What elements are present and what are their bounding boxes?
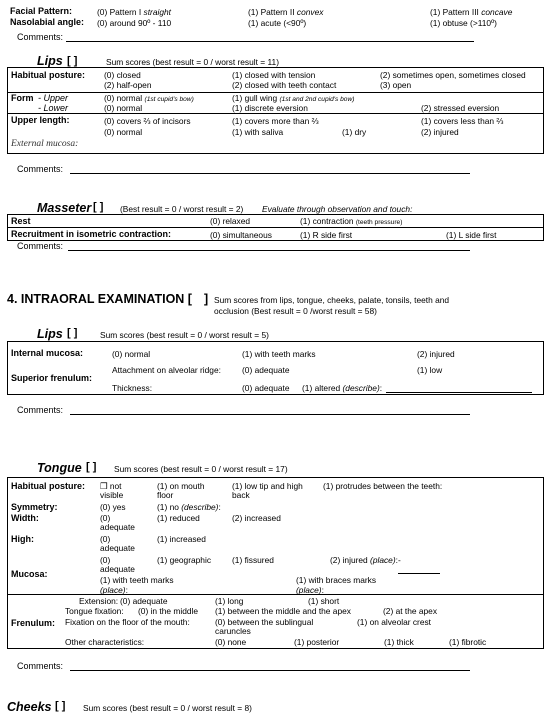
tongue-mucosa-opt[interactable]: (1) fissured — [232, 555, 274, 565]
masseter-rest-opt[interactable]: (0) relaxed — [210, 216, 251, 226]
lips-comments-field[interactable] — [70, 173, 470, 174]
lips-mucosa-opt[interactable]: (1) dry — [342, 127, 367, 137]
thickness-describe-field[interactable] — [386, 392, 532, 393]
tongue-width-label: Width: — [11, 513, 39, 523]
tongue-high-opt[interactable]: (0) — [100, 534, 111, 544]
fixation-opt[interactable]: (0) in the middle — [138, 606, 199, 616]
tongue-habitual-opt-cont: back — [232, 490, 250, 500]
lips-internal-scores: Sum scores (best result = 0 / worst result = 5) — [100, 330, 269, 340]
extension-label: Extension: — [79, 596, 119, 606]
lips-comments-label: Comments: — [17, 164, 64, 174]
tongue-mucosa-opt[interactable]: (2) injured (place):- — [330, 555, 401, 565]
cheeks-title: Cheeks — [7, 700, 52, 714]
intraoral-scores-line2: occlusion (Best result = 0 /worst result = 58) — [214, 306, 377, 316]
tongue-mucosa-opt[interactable]: (0) — [100, 555, 111, 565]
intraoral-score-close[interactable]: ] — [204, 292, 209, 306]
lips-internal-title: Lips — [37, 327, 63, 341]
lips-length-opt[interactable]: (1) covers less than ⅔ — [421, 116, 504, 126]
tongue-habitual-opt[interactable]: (1) on mouth — [157, 481, 205, 491]
tongue-high-opt[interactable]: (1) increased — [157, 534, 206, 544]
tongue-mucosa-place-field[interactable] — [130, 594, 220, 595]
tongue-mucosa-place-field[interactable] — [398, 573, 440, 574]
lips-score-box[interactable]: [ ] — [67, 55, 78, 67]
internal-mucosa-opt[interactable]: (2) injured — [417, 349, 455, 359]
tongue-mucosa-opt-cont: adequate — [100, 564, 135, 574]
lips-length-opt[interactable]: (1) covers more than ⅔ — [232, 116, 319, 126]
tongue-habitual-opt[interactable]: (1) protrudes between the teeth: — [323, 481, 443, 491]
floor-label: Fixation on the floor of the mouth: — [65, 617, 190, 627]
facial-pattern-label: Facial Pattern: — [10, 6, 73, 16]
superior-frenulum-label: Superior frenulum: — [11, 373, 93, 383]
tongue-frenulum-divider — [7, 594, 544, 595]
lips-habitual-opt[interactable]: (2) half-open — [104, 80, 152, 90]
tongue-title: Tongue — [37, 461, 82, 475]
masseter-recruit-label: Recruitment in isometric contraction: — [11, 229, 172, 239]
tongue-habitual-opt-cont: floor — [157, 490, 174, 500]
masseter-rest-label: Rest — [11, 216, 31, 226]
tongue-width-opt[interactable]: (1) reduced — [157, 513, 200, 523]
tongue-frenulum-label: Frenulum: — [11, 618, 55, 628]
lips-upper-length-label: Upper length: — [11, 115, 70, 125]
other-label: Other characteristics: — [65, 637, 145, 647]
tongue-habitual-label: Habitual posture: — [11, 481, 86, 491]
lips-length-opt[interactable]: (0) covers ⅔ of incisors — [104, 116, 191, 126]
fixation-opt[interactable]: (1) between the middle and the apex — [215, 606, 351, 616]
masseter-recruit-opt[interactable]: (1) L side first — [446, 230, 497, 240]
nasolabial-opt-1[interactable]: (1) acute (<90º) — [248, 18, 307, 28]
lips-form-opt[interactable]: (0) normal — [104, 103, 143, 113]
floor-opt[interactable]: (1) on alveolar crest — [357, 617, 432, 627]
nasolabial-opt-2[interactable]: (1) obtuse (>110º) — [430, 18, 497, 28]
tongue-habitual-opt-cont: visible — [100, 490, 124, 500]
lips-habitual-opt[interactable]: (2) sometimes open, sometimes closed — [380, 70, 526, 80]
floor-opt-cont: caruncles — [215, 626, 251, 636]
lips-form-opt[interactable]: (1) gull wing (1st and 2nd cupid's bow) — [232, 93, 355, 103]
attachment-opt[interactable]: (0) adequate — [242, 365, 290, 375]
masseter-rest-opt[interactable]: (1) contraction (teeth pressure) — [300, 216, 403, 226]
lips-scores: Sum scores (best result = 0 / worst result = 11) — [106, 57, 279, 67]
tongue-habitual-opt[interactable]: ❒ not — [100, 481, 122, 491]
tongue-mucosa-label: Mucosa: — [11, 569, 48, 579]
internal-mucosa-label: Internal mucosa: — [11, 348, 84, 358]
masseter-comments-field[interactable] — [68, 250, 470, 251]
tongue-braces-place-field[interactable] — [326, 594, 424, 595]
masseter-score-box[interactable]: [ ] — [93, 201, 104, 213]
tongue-width-opt[interactable]: (0) — [100, 513, 111, 523]
masseter-comments-label: Comments: — [17, 241, 64, 251]
internal-mucosa-opt[interactable]: (0) normal — [112, 349, 151, 359]
lips-mucosa-opt[interactable]: (1) with saliva — [232, 127, 284, 137]
extension-opt[interactable]: (1) short — [308, 596, 340, 606]
lips-habitual-opt[interactable]: (3) open — [380, 80, 412, 90]
tongue-symmetry-opt[interactable]: (1) no (describe): — [157, 502, 221, 512]
cheeks-scores: Sum scores (best result = 0 / worst result = 8) — [83, 703, 252, 713]
facial-pattern-opt-0[interactable]: (0) Pattern I straight — [97, 7, 172, 17]
tongue-width-opt-cont: adequate — [100, 522, 135, 532]
nasolabial-label: Nasolabial angle: — [10, 17, 85, 27]
external-mucosa-label: External mucosa: — [11, 139, 79, 149]
tongue-high-label: High: — [11, 534, 34, 544]
cheeks-score-box[interactable]: [ ] — [55, 700, 66, 712]
lips-form-opt[interactable]: (1) discrete eversion — [232, 103, 308, 113]
thickness-opt[interactable]: (0) adequate — [242, 383, 290, 393]
tongue-symmetry-label: Symmetry: — [11, 502, 58, 512]
facial-comments-label: Comments: — [17, 32, 64, 42]
facial-comments-field[interactable] — [66, 41, 474, 42]
facial-pattern-opt-1[interactable]: (1) Pattern II convex — [248, 7, 324, 17]
attachment-opt[interactable]: (1) low — [417, 365, 443, 375]
attachment-label: Attachment on alveolar ridge: — [112, 365, 221, 375]
lips-internal-score-box[interactable]: [ ] — [67, 327, 78, 339]
other-opt[interactable]: (1) posterior — [294, 637, 340, 647]
internal-mucosa-opt[interactable]: (1) with teeth marks — [242, 349, 316, 359]
lips-form-upper: - Upper — [38, 93, 69, 103]
lips-habitual-opt[interactable]: (1) closed with tension — [232, 70, 316, 80]
masseter-evaluate: Evaluate through observation and touch: — [262, 204, 413, 214]
lips-form-label: Form — [11, 93, 34, 103]
masseter-scores: (Best result = 0 / worst result = 2) — [120, 204, 244, 214]
tongue-width-opt[interactable]: (2) increased — [232, 513, 281, 523]
tongue-mucosa-opt[interactable]: (1) geographic — [157, 555, 212, 565]
lips-habitual-opt[interactable]: (2) closed with teeth contact — [232, 80, 337, 90]
intraoral-scores-line1: Sum scores from lips, tongue, cheeks, palate, tonsils, teeth and — [214, 295, 450, 305]
tongue-mucosa-opt[interactable]: (1) with teeth marks — [100, 575, 174, 585]
tongue-braces-place: (place): — [296, 585, 324, 595]
tongue-comments-field[interactable] — [70, 670, 470, 671]
masseter-title: Masseter — [37, 201, 92, 215]
lips-habitual-opt[interactable]: (0) closed — [104, 70, 141, 80]
intraoral-title: 4. INTRAORAL EXAMINATION [ — [7, 292, 192, 306]
nasolabial-opt-0[interactable]: (0) around 90º - 110 — [97, 18, 172, 28]
other-opt[interactable]: (1) fibrotic — [449, 637, 487, 647]
other-opt[interactable]: (0) none — [215, 637, 247, 647]
fixation-opt[interactable]: (2) at the apex — [383, 606, 438, 616]
lips-title: Lips — [37, 54, 63, 68]
tongue-high-opt-cont: adequate — [100, 543, 135, 553]
tongue-habitual-opt[interactable]: (1) low tip and high — [232, 481, 303, 491]
other-opt[interactable]: (1) thick — [384, 637, 414, 647]
lips-habitual-label: Habitual posture: — [11, 70, 86, 80]
lips-form-opt[interactable]: (2) stressed eversion — [421, 103, 500, 113]
lips-internal-comments-label: Comments: — [17, 405, 64, 415]
masseter-recruit-opt[interactable]: (1) R side first — [300, 230, 353, 240]
tongue-mucosa-place: (place): — [100, 585, 128, 595]
tongue-symmetry-opt[interactable]: (0) yes — [100, 502, 126, 512]
thickness-opt[interactable]: (1) altered (describe): — [302, 383, 383, 393]
extension-opt[interactable]: (0) adequate — [120, 596, 168, 606]
lips-mucosa-opt[interactable]: (2) injured — [421, 127, 459, 137]
lips-form-opt[interactable]: (0) normal (1st cupid's bow) — [104, 93, 194, 103]
tongue-comments-label: Comments: — [17, 661, 64, 671]
fixation-label: Tongue fixation: — [65, 606, 124, 616]
lips-internal-comments-field[interactable] — [70, 414, 470, 415]
facial-pattern-opt-2[interactable]: (1) Pattern III concave — [430, 7, 513, 17]
lips-row-divider — [7, 113, 544, 114]
thickness-label: Thickness: — [112, 383, 153, 393]
tongue-mucosa-opt[interactable]: (1) with braces marks — [296, 575, 377, 585]
masseter-row-divider — [7, 227, 544, 228]
tongue-score-box[interactable]: [ ] — [86, 461, 97, 473]
lips-mucosa-opt[interactable]: (0) normal — [104, 127, 143, 137]
lips-form-lower: - Lower — [38, 103, 69, 113]
masseter-recruit-opt[interactable]: (0) simultaneous — [210, 230, 272, 240]
floor-opt[interactable]: (0) between the sublingual — [215, 617, 314, 627]
tongue-scores: Sum scores (best result = 0 / worst result = 17) — [114, 464, 288, 474]
extension-opt[interactable]: (1) long — [215, 596, 244, 606]
